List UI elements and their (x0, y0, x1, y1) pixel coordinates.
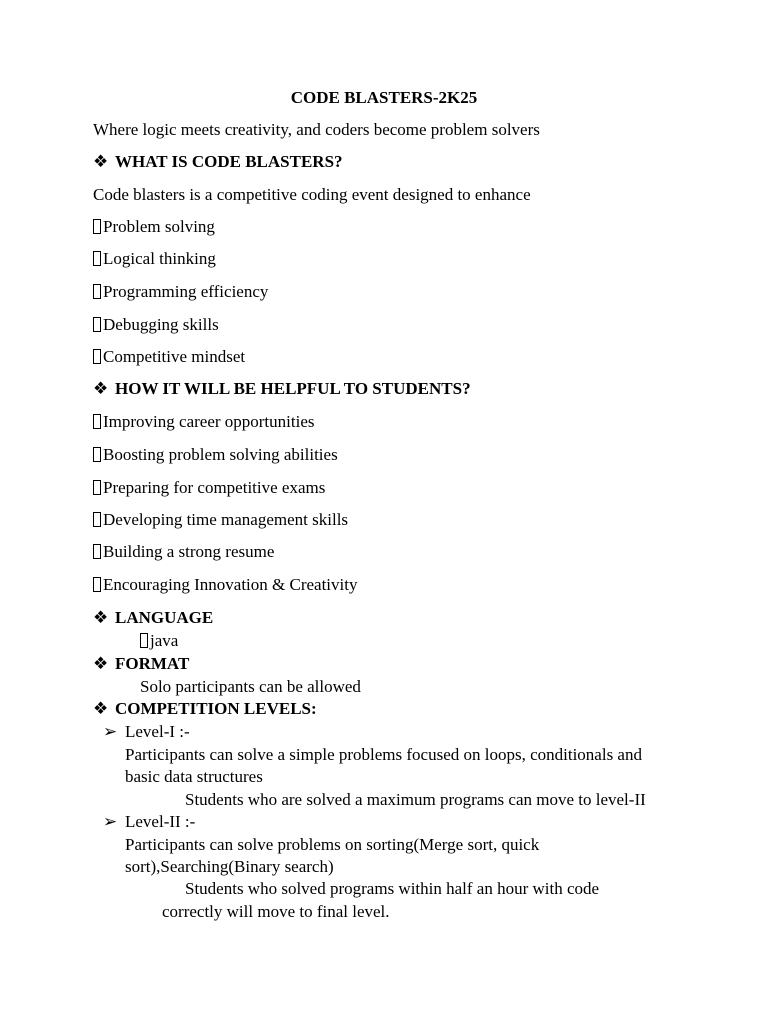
section-heading-levels (93, 699, 317, 719)
section-intro: Code blasters is a competitive coding event designed to enhance (93, 185, 531, 204)
checkbox-bullet-icon (93, 284, 101, 299)
list-item-text: Improving career opportunities (103, 412, 315, 431)
checkbox-bullet-icon (93, 317, 101, 332)
diamond-bullet-icon: ❖ (93, 699, 109, 718)
heading-text: FORMAT (115, 654, 190, 673)
diamond-bullet-icon: ❖ (93, 379, 109, 398)
list-item (93, 249, 216, 269)
checkbox-bullet-icon (93, 480, 101, 495)
checkbox-bullet-icon (93, 349, 101, 364)
diamond-bullet-icon: ❖ (93, 608, 109, 627)
list-item-text: Competitive mindset (103, 347, 246, 366)
level-label-text: Level-I :- (125, 722, 190, 741)
checkbox-bullet-icon (140, 633, 148, 648)
level-1-description: Participants can solve a simple problems focused on loops, conditionals and (125, 745, 642, 764)
level-2-note: correctly will move to final level. (162, 902, 390, 921)
level-2-note: Students who solved programs within half an hour with code (185, 879, 600, 898)
list-item-text: Building a strong resume (103, 542, 275, 561)
list-item (93, 315, 219, 335)
section-heading-helpful (93, 379, 471, 399)
level-1-description: basic data structures (125, 767, 263, 786)
list-item-text: Logical thinking (103, 249, 216, 268)
list-item (93, 217, 215, 237)
list-item (93, 478, 325, 498)
language-text: java (150, 631, 179, 650)
list-item-text: Debugging skills (103, 315, 219, 334)
list-item (93, 445, 338, 465)
checkbox-bullet-icon (93, 544, 101, 559)
document-title: CODE BLASTERS-2K25 (290, 88, 478, 107)
heading-text: COMPETITION LEVELS: (115, 699, 317, 718)
heading-text: WHAT IS CODE BLASTERS? (115, 152, 343, 171)
heading-text: LANGUAGE (115, 608, 214, 627)
language-value (140, 631, 178, 651)
list-item-text: Developing time management skills (103, 510, 349, 529)
diamond-bullet-icon: ❖ (93, 654, 109, 673)
list-item (93, 347, 245, 367)
list-item-text: Problem solving (103, 217, 215, 236)
level-2-description: sort),Searching(Binary search) (125, 857, 334, 876)
section-heading-language (93, 608, 213, 628)
list-item (93, 542, 274, 562)
tagline: Where logic meets creativity, and coders become problem solvers (93, 120, 540, 139)
level-1-note: Students who are solved a maximum programs can move to level-II (185, 790, 646, 809)
checkbox-bullet-icon (93, 219, 101, 234)
arrow-bullet-icon: ➢ (103, 722, 118, 741)
list-item-text: Boosting problem solving abilities (103, 445, 338, 464)
checkbox-bullet-icon (93, 512, 101, 527)
list-item-text: Programming efficiency (103, 282, 269, 301)
checkbox-bullet-icon (93, 251, 101, 266)
level-2-label (103, 812, 195, 832)
list-item (93, 282, 268, 302)
diamond-bullet-icon: ❖ (93, 152, 109, 171)
list-item (93, 575, 357, 595)
level-1-label (103, 722, 190, 742)
arrow-bullet-icon: ➢ (103, 812, 118, 831)
checkbox-bullet-icon (93, 447, 101, 462)
level-label-text: Level-II :- (125, 812, 196, 831)
level-2-description: Participants can solve problems on sorting(Merge sort, quick (125, 835, 540, 854)
checkbox-bullet-icon (93, 414, 101, 429)
list-item (93, 412, 315, 432)
list-item-text: Encouraging Innovation & Creativity (103, 575, 358, 594)
section-heading-format (93, 654, 189, 674)
heading-text: HOW IT WILL BE HELPFUL TO STUDENTS? (115, 379, 471, 398)
section-heading-what (93, 152, 343, 172)
checkbox-bullet-icon (93, 577, 101, 592)
list-item (93, 510, 348, 530)
format-value: Solo participants can be allowed (140, 677, 361, 696)
list-item-text: Preparing for competitive exams (103, 478, 326, 497)
